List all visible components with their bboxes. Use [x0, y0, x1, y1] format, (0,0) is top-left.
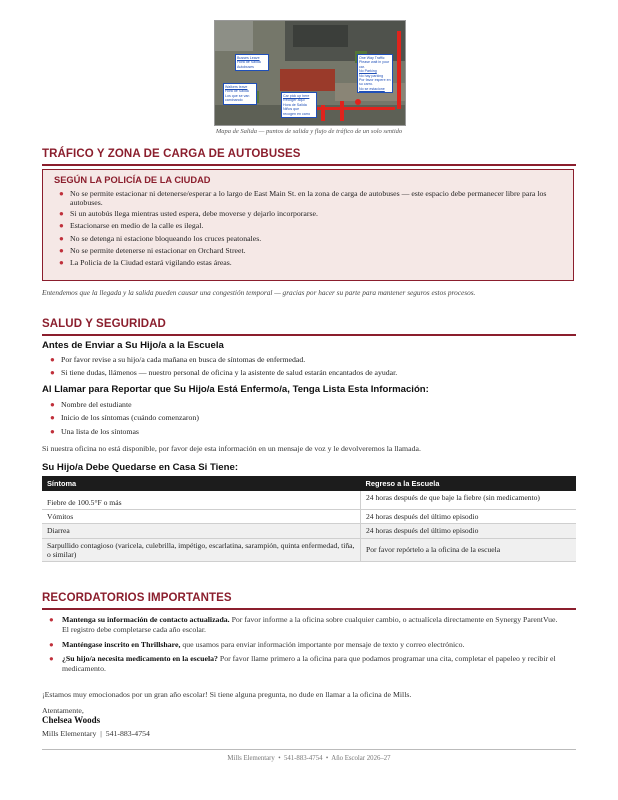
bullet-icon: ● [59, 233, 64, 243]
bullet-icon: ● [50, 426, 55, 436]
bullet-icon: ● [50, 355, 55, 364]
bullet-icon: ● [59, 189, 64, 198]
list-item: ● No se permite detenerse ni estacionar en Orchard Street. [59, 246, 246, 256]
section-rule [42, 334, 576, 336]
call-info-list [50, 400, 571, 436]
table-row [42, 510, 576, 524]
list-item: ● La Policía de la Ciudad estará vigilando estas áreas. [59, 258, 232, 268]
bullet-icon: ● [49, 640, 54, 649]
bullet-icon: ● [59, 258, 64, 268]
stay-home-heading: Su Hijo/a Debe Quedarse en Casa Si Tiene: [42, 462, 239, 473]
list-item: ● Si tiene dudas, llámenos — nuestro personal de oficina y la asistente de salud estarán encantados de ayudar. [50, 368, 398, 378]
section-heading-traffic: TRÁFICO Y ZONA DE CARGA DE AUTOBUSES [42, 148, 301, 160]
list-item: ● No se detenga ni estacione bloqueando los cruces peatonales. [59, 233, 262, 243]
reminder-item: ● Manténgase inscrito en Thrillshare, que usamos para enviar información importante por mensaje de texto y correo electrónico. [49, 640, 465, 649]
bullet-icon: ● [49, 654, 54, 663]
map-label-car-pickup: Car pick up here Recoger aquí Hora de Salida Niños que recogen en carro [281, 92, 317, 118]
table-cell: Diarrea [42, 524, 361, 538]
table-row [42, 491, 576, 510]
bullet-icon: ● [59, 208, 64, 218]
traffic-note: Entendemos que la llegada y la salida pueden causar una congestión temporal — gracias por hacer su parte para mantener seguros estos procesos. [42, 288, 476, 297]
map-label-one-way: One Way Traffic Please wait in your car. No Parking No hay parking Por favor espere en su carro. No se estacione [357, 54, 393, 93]
closing-message: ¡Estamos muy emocionados por un gran año escolar! Si tiene alguna pregunta, no dude en llamar a la oficina de Mills. [42, 690, 412, 699]
footer-rule [42, 749, 576, 750]
bullet-icon: ● [49, 615, 54, 624]
police-rules-list [59, 189, 564, 268]
section-rule [42, 164, 576, 166]
symptoms-table [42, 476, 576, 562]
table-row [42, 524, 576, 538]
signature-name: Chelsea Woods [42, 715, 101, 725]
map-caption: Mapa de Salida — puntos de salida y flujo de tráfico de un solo sentido [215, 128, 403, 135]
police-rules-title: SEGÚN LA POLICÍA DE LA CIUDAD [54, 175, 211, 185]
section-heading-reminders: RECORDATORIOS IMPORTANTES [42, 592, 232, 604]
list-item: ● Por favor revise a su hijo/a cada mañana en busca de síntomas de enfermedad. [50, 355, 306, 364]
bullet-icon: ● [50, 400, 55, 409]
table-cell: 24 horas después del último episodio [361, 524, 577, 538]
section-rule [42, 608, 576, 610]
bullet-icon: ● [59, 221, 64, 231]
voicemail-text: Si nuestra oficina no está disponible, por favor deje esta información en un mensaje de voz y le devolveremos la llamada. [42, 444, 421, 453]
list-item: ● Nombre del estudiante [50, 400, 132, 409]
page-footer: Mills Elementary • 541-883-4754 • Año Escolar 2026–27 [227, 755, 391, 762]
dismissal-map-image [214, 20, 406, 126]
list-item: ● Inicio de los síntomas (cuándo comenzaron) [50, 413, 199, 423]
list-item: ● No se permite estacionar ni detenerse/esperar a lo largo de East Main St. en la zona de carga de autobuses — este espacio debe permanecer libre para los autobuses. [59, 189, 547, 208]
table-cell: 24 horas después de que baje la fiebre (sin medicamento) [361, 491, 577, 510]
closing-salutation: Atentamente, [42, 706, 84, 715]
reminder-item: ● Mantenga su información de contacto actualizada. Por favor informe a la oficina sobre cualquier cambio, o actualícela directamente en Synergy ParentVue. El registro debe completarse cada año escolar. [49, 615, 558, 634]
table-header-return: Regreso a la Escuela [361, 476, 577, 491]
bullet-icon: ● [50, 368, 55, 378]
map-label-buses: Busses Leave Hora de Salida Autobuses [235, 54, 269, 71]
list-item: ● Si un autobús llega mientras usted espera, debe moverse y dejarlo incorporarse. [59, 208, 318, 218]
table-cell: Fiebre de 100.5°F o más [42, 491, 361, 510]
section-heading-health: SALUD Y SEGURIDAD [42, 318, 166, 330]
reminder-item: ● ¿Su hijo/a necesita medicamento en la escuela? Por favor llame primero a la oficina para que podamos programar una cita, completar el papeleo y recibir el medicamento. [49, 654, 556, 673]
bullet-icon: ● [59, 246, 64, 256]
table-cell: Sarpullido contagioso (varicela, culebrilla, impétigo, escarlatina, sarampión, quinta enfermedad, tiña, o similar) [42, 538, 361, 561]
table-cell: Vómitos [42, 510, 361, 524]
map-label-walkers: Walkers leave Hora de Salida Los que se van caminando [223, 83, 257, 105]
call-info-heading: Al Llamar para Reportar que Su Hijo/a Está Enfermo/a, Tenga Lista Esta Información: [42, 384, 429, 395]
table-cell: Por favor repórtelo a la oficina de la escuela [361, 538, 577, 561]
bullet-icon: ● [50, 413, 55, 423]
table-header-symptom: Síntoma [42, 476, 361, 491]
list-item: ● Estacionarse en medio de la calle es ilegal. [59, 221, 204, 231]
table-header-row [42, 476, 576, 491]
before-school-heading: Antes de Enviar a Su Hijo/a a la Escuela [42, 340, 224, 351]
table-cell: 24 horas después del último episodio [361, 510, 577, 524]
table-row [42, 538, 576, 561]
signature-contact: Mills Elementary | 541-883-4754 [42, 729, 150, 738]
police-rules-panel [42, 169, 574, 281]
before-school-list [50, 355, 571, 378]
list-item: ● Una lista de los síntomas [50, 426, 139, 436]
